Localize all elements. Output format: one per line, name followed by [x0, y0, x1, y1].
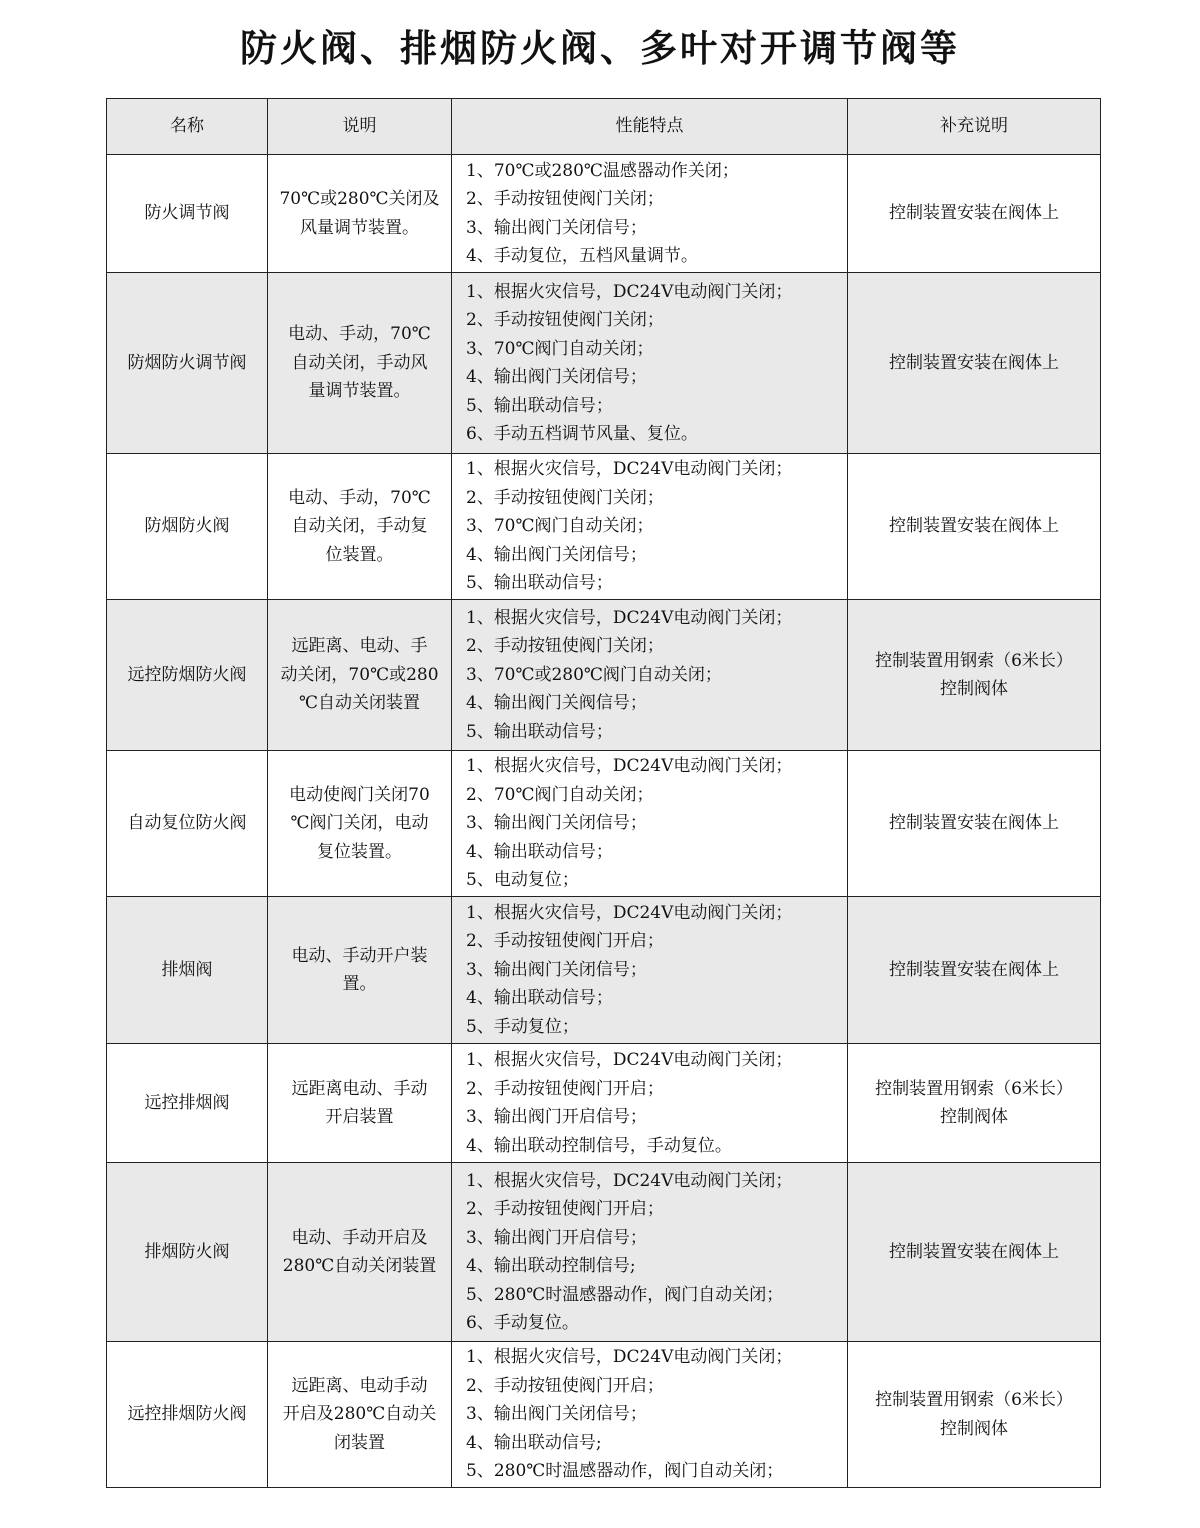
feature-line: 5、输出联动信号；: [466, 573, 613, 594]
description-cell: [268, 751, 452, 897]
feature-line: 2、70℃阀门自动关闭；: [466, 784, 654, 805]
feature-line: 2、手动按钮使阀门关闭；: [466, 636, 664, 657]
description-line: 复位装置。: [317, 841, 402, 862]
table-row: [107, 1342, 1101, 1488]
description-line: 开启装置: [325, 1107, 394, 1127]
table-row: [107, 897, 1101, 1044]
feature-line: 1、根据火灾信号，DC24V电动阀门关闭；: [466, 1170, 793, 1191]
note-cell: [848, 1342, 1101, 1488]
features-cell: [452, 600, 848, 751]
feature-line: 5、输出联动信号；: [466, 721, 613, 742]
note-cell: [848, 751, 1101, 897]
note-line: 控制阀体: [940, 1418, 1008, 1439]
table-row: [107, 273, 1101, 454]
note-line: 控制装置安装在阀体上: [889, 516, 1059, 537]
features-cell: [452, 1044, 848, 1163]
table-row: [107, 1163, 1101, 1342]
description-line: 置。: [342, 974, 377, 994]
description-cell: [268, 273, 452, 454]
feature-line: 5、输出联动信号；: [466, 395, 613, 416]
note-cell: [848, 273, 1101, 454]
description-line: ℃自动关闭装置: [298, 693, 421, 714]
description-line: 280℃自动关闭装置: [282, 1256, 437, 1276]
note-line: 控制装置安装在阀体上: [889, 203, 1059, 224]
feature-line: 3、70℃阀门自动关闭；: [466, 338, 654, 359]
features-cell: [452, 897, 848, 1044]
description-line: 自动关闭，手动复: [291, 516, 428, 537]
feature-line: 4、手动复位，五档风量调节。: [466, 246, 698, 266]
feature-line: 4、输出联动控制信号，手动复位。: [466, 1135, 732, 1156]
feature-line: 5、280℃时温感器动作，阀门自动关闭；: [466, 1284, 784, 1305]
valve-name-cell: 排烟阀: [107, 897, 268, 1044]
description-line: 风量调节装置。: [300, 217, 419, 238]
feature-line: 4、输出联动信号;: [466, 1432, 602, 1453]
description-line: 远距离、电动手动: [291, 1375, 428, 1396]
description-cell: [268, 1044, 452, 1163]
feature-line: 3、输出阀门关闭信号；: [466, 217, 647, 238]
valve-name-cell: 防火调节阀: [107, 155, 268, 273]
valve-name-cell: 远控排烟防火阀: [107, 1342, 268, 1488]
feature-line: 5、280℃时温感器动作，阀门自动关闭；: [466, 1461, 784, 1482]
feature-line: 2、手动按钮使阀门关闭；: [466, 487, 664, 508]
note-line: 控制装置用钢索（6米长）: [875, 1390, 1073, 1410]
features-cell: [452, 454, 848, 600]
note-line: 控制装置安装在阀体上: [889, 959, 1059, 980]
table-header-row: [107, 99, 1101, 155]
description-line: 电动、手动开户装: [291, 945, 428, 966]
feature-line: 1、根据火灾信号，DC24V电动阀门关闭；: [466, 1347, 793, 1368]
features-cell: [452, 1163, 848, 1342]
feature-line: 1、根据火灾信号，DC24V电动阀门关闭；: [466, 607, 793, 628]
description-line: 电动、手动，70℃: [288, 324, 431, 345]
header-notes: 补充说明: [848, 99, 1101, 155]
description-line: 远距离电动、手动: [291, 1078, 428, 1099]
note-line: 控制装置安装在阀体上: [889, 1241, 1059, 1262]
note-line: 控制装置用钢索（6米长）: [875, 1078, 1073, 1099]
feature-line: 3、70℃或280℃阀门自动关闭；: [466, 664, 722, 685]
valve-name-cell: 防烟防火阀: [107, 454, 268, 600]
features-cell: [452, 273, 848, 454]
header-description: 说明: [268, 99, 452, 155]
feature-line: 2、手动按钮使阀门关闭；: [466, 189, 664, 209]
feature-line: 1、根据火灾信号，DC24V电动阀门关闭；: [466, 756, 793, 777]
feature-line: 2、手动按钮使阀门开启；: [466, 1375, 664, 1396]
description-cell: [268, 897, 452, 1044]
description-cell: [268, 454, 452, 600]
note-line: 控制阀体: [940, 679, 1008, 699]
feature-line: 4、输出阀门关闭信号；: [466, 544, 647, 565]
valve-name-cell: 远控排烟阀: [107, 1044, 268, 1163]
description-cell: [268, 1163, 452, 1342]
feature-line: 2、手动按钮使阀门关闭；: [466, 310, 664, 330]
description-line: 70℃或280℃关闭及: [279, 189, 440, 209]
feature-line: 2、手动按钮使阀门开启；: [466, 931, 664, 952]
page-title: 防火阀、排烟防火阀、多叶对开调节阀等: [240, 26, 960, 70]
header-features: 性能特点: [452, 99, 848, 155]
feature-line: 6、手动复位。: [466, 1313, 579, 1333]
feature-line: 3、70℃阀门自动关闭；: [466, 516, 654, 537]
table-row: [107, 155, 1101, 273]
feature-line: 3、输出阀门关闭信号；: [466, 813, 647, 834]
note-line: 控制装置安装在阀体上: [889, 813, 1059, 834]
description-line: 自动关闭，手动风: [291, 352, 428, 373]
feature-line: 4、输出阀门关闭信号；: [466, 367, 647, 387]
feature-line: 1、根据火灾信号，DC24V电动阀门关闭；: [466, 459, 793, 480]
feature-line: 2、手动按钮使阀门开启；: [466, 1199, 664, 1219]
description-line: 动关闭，70℃或280: [280, 664, 439, 685]
feature-line: 1、根据火灾信号，DC24V电动阀门关闭；: [466, 281, 793, 302]
feature-line: 4、输出阀门关阀信号；: [466, 693, 647, 714]
features-cell: [452, 155, 848, 273]
note-cell: [848, 1044, 1101, 1163]
header-name: 名称: [107, 99, 268, 155]
note-line: 控制装置安装在阀体上: [889, 352, 1059, 373]
valve-name-cell: 排烟防火阀: [107, 1163, 268, 1342]
feature-line: 6、手动五档调节风量、复位。: [466, 424, 698, 444]
table-row: [107, 751, 1101, 897]
description-line: ℃阀门关闭，电动: [290, 813, 429, 834]
description-line: 电动、手动开启及: [291, 1227, 428, 1248]
table-row: [107, 600, 1101, 751]
description-line: 开启及280℃自动关: [282, 1404, 437, 1425]
valve-name-cell: 自动复位防火阀: [107, 751, 268, 897]
description-line: 电动、手动，70℃: [288, 487, 431, 508]
feature-line: 3、输出阀门关闭信号；: [466, 1404, 647, 1425]
note-cell: [848, 897, 1101, 1044]
description-line: 闭装置: [334, 1432, 385, 1453]
valve-name-cell: 远控防烟防火阀: [107, 600, 268, 751]
feature-line: 3、输出阀门关闭信号；: [466, 959, 647, 980]
note-cell: [848, 1163, 1101, 1342]
feature-line: 5、手动复位；: [466, 1016, 579, 1037]
feature-line: 1、根据火灾信号，DC24V电动阀门关闭；: [466, 902, 793, 923]
feature-line: 4、输出联动信号；: [466, 988, 613, 1009]
feature-line: 1、70℃或280℃温感器动作关闭；: [466, 160, 739, 181]
note-line: 控制装置用钢索（6米长）: [875, 650, 1073, 671]
valve-name-cell: 防烟防火调节阀: [107, 273, 268, 454]
note-cell: [848, 600, 1101, 751]
note-cell: [848, 155, 1101, 273]
feature-line: 3、输出阀门开启信号；: [466, 1107, 647, 1127]
features-cell: [452, 751, 848, 897]
table-row: [107, 1044, 1101, 1163]
feature-line: 3、输出阀门开启信号；: [466, 1227, 647, 1248]
feature-line: 4、输出联动信号；: [466, 841, 613, 862]
description-line: 电动使阀门关闭70: [289, 784, 430, 805]
valve-table: [106, 98, 1101, 1488]
table-row: [107, 454, 1101, 600]
note-cell: [848, 454, 1101, 600]
feature-line: 4、输出联动控制信号;: [466, 1256, 636, 1276]
features-cell: [452, 1342, 848, 1488]
feature-line: 1、根据火灾信号，DC24V电动阀门关闭；: [466, 1050, 793, 1070]
feature-line: 2、手动按钮使阀门开启；: [466, 1078, 664, 1099]
description-cell: [268, 600, 452, 751]
description-cell: [268, 155, 452, 273]
feature-line: 5、电动复位；: [466, 870, 579, 891]
description-line: 远距离、电动、手: [291, 636, 428, 657]
description-line: 位装置。: [325, 544, 394, 565]
description-cell: [268, 1342, 452, 1488]
description-line: 量调节装置。: [308, 381, 411, 402]
note-line: 控制阀体: [940, 1107, 1008, 1127]
